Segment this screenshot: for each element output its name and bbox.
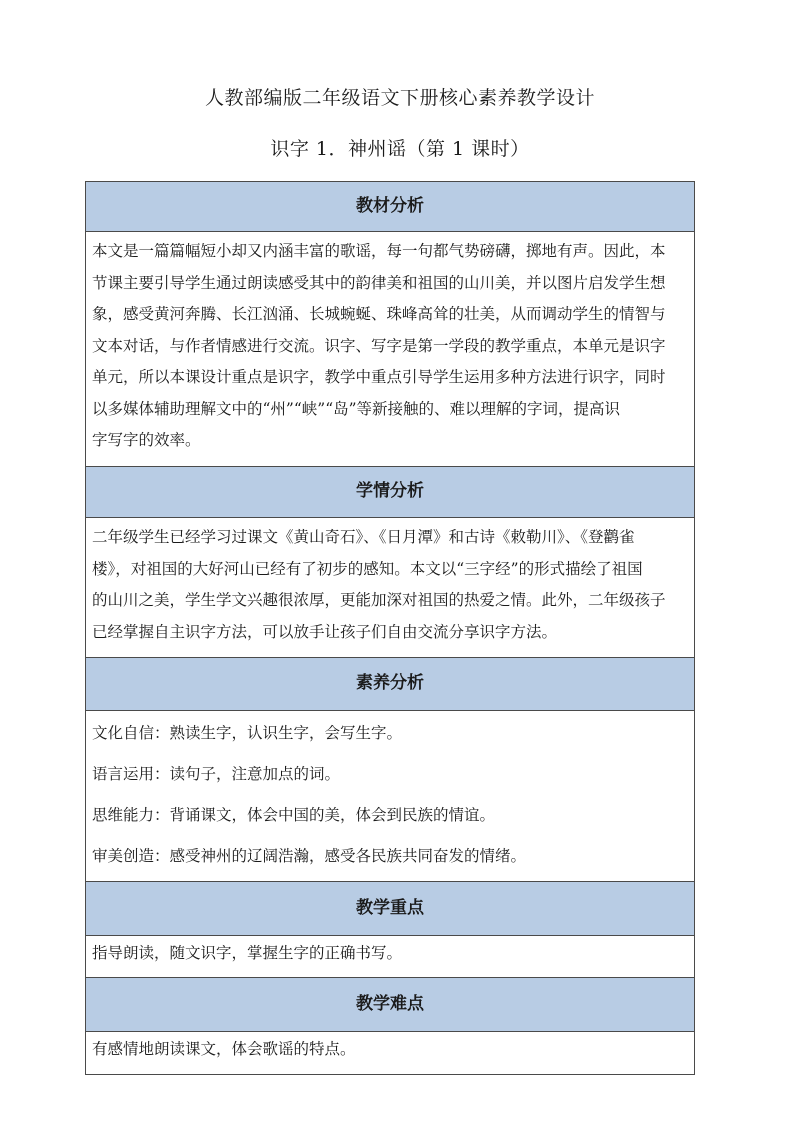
materials-line: 节课主要引导学生通过朗读感受其中的韵律美和祖国的山川美，并以图片启发学生想: [92, 273, 666, 292]
document-title: 人教部编版二年级语文下册核心素养教学设计: [204, 87, 595, 109]
students-line: 已经掌握自主识字方法，可以放手让孩子们自由交流分享识字方法。: [92, 622, 558, 641]
section-body-materials: [86, 232, 694, 467]
students-line: 楼》，对祖国的大好河山已经有了初步的感知。本文以“三字经”的形式描绘了祖国: [92, 559, 643, 578]
literacy-item: 思维能力：背诵课文，体会中国的美，体会到民族的情谊。: [92, 806, 496, 824]
section-body-literacy: [86, 711, 694, 882]
materials-line: 字写字的效率。: [92, 431, 201, 449]
students-line: 二年级学生已经学习过课文《黄山奇石》、《日月潭》和古诗《敕勒川》、《登鹳雀: [92, 528, 635, 546]
difficulties-text: 有感情地朗读课文，体会歌谣的特点。: [92, 1040, 356, 1058]
key-points-text: 指导朗读，随文识字，掌握生字的正确书写。: [92, 944, 403, 962]
section-header-difficulties: 教学难点: [86, 978, 694, 1032]
document-subtitle: 识字 1．神州谣（第 1 课时）: [270, 138, 530, 160]
section-body-difficulties: [86, 1032, 694, 1074]
materials-line: 本文是一篇篇幅短小却又内涵丰富的歌谣，每一句都气势磅礴，掷地有声。因此，本: [92, 242, 666, 260]
literacy-item: 文化自信：熟读生字，认识生字，会写生字。: [92, 724, 403, 742]
section-header-students: 学情分析: [86, 467, 694, 518]
materials-line: 象，感受黄河奔腾、长江汹涌、长城蜿蜒、珠峰高耸的壮美，从而调动学生的情智与: [92, 305, 666, 323]
section-header-key-points: 教学重点: [86, 882, 694, 936]
materials-line: 单元，所以本课设计重点是识字，教学中重点引导学生运用多种方法进行识字，同时: [92, 368, 666, 386]
literacy-item: 审美创造：感受神州的辽阔浩瀚，感受各民族共同奋发的情绪。: [92, 847, 527, 865]
students-line: 的山川之美，学生学文兴趣很浓厚，更能加深对祖国的热爱之情。此外，二年级孩子: [92, 591, 666, 609]
materials-line: 文本对话，与作者情感进行交流。识字、写字是第一学段的教学重点，本单元是识字: [92, 336, 666, 355]
lesson-design-table: [85, 181, 695, 1075]
literacy-item: 语言运用：读句子，注意加点的词。: [92, 765, 341, 783]
section-body-students: [86, 518, 694, 658]
section-header-literacy: 素养分析: [86, 658, 694, 711]
materials-line: 以多媒体辅助理解文中的“州”“峡”“岛”等新接触的、难以理解的字词，提高识: [92, 399, 621, 418]
section-header-materials: 教材分析: [86, 182, 694, 232]
section-body-key-points: [86, 936, 694, 978]
